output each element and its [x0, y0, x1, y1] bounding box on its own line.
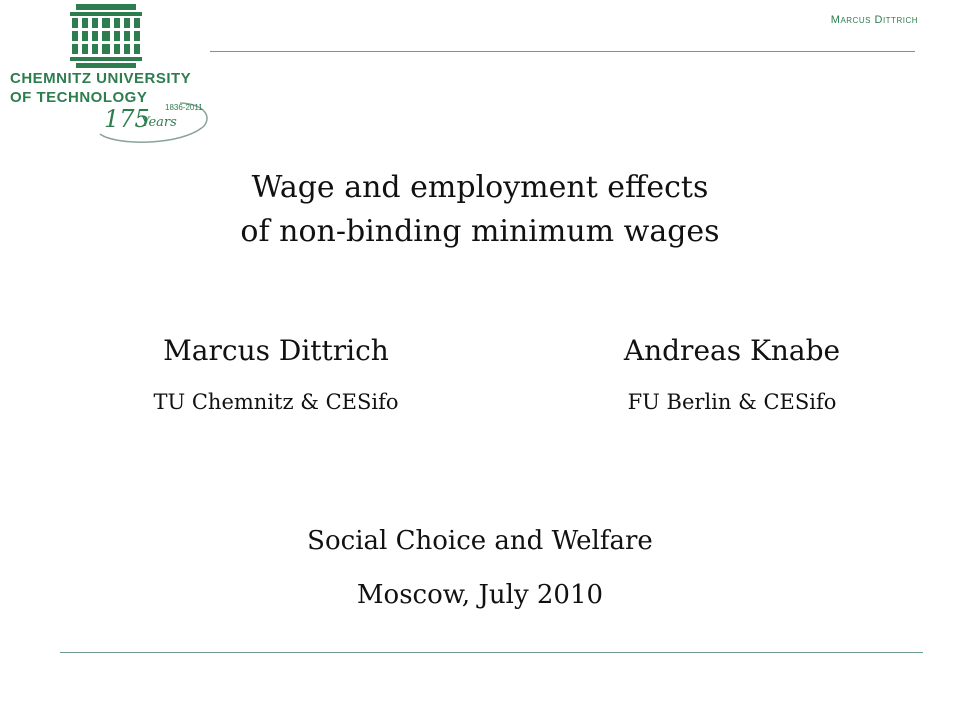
author-block-2 [552, 333, 912, 417]
event-name: Social Choice and Welfare [307, 526, 653, 556]
bottom-divider [60, 652, 923, 653]
event-place-date: Moscow, July 2010 [356, 580, 604, 610]
anniversary-range: 1836-2011 [165, 103, 203, 112]
top-divider [210, 51, 915, 52]
author-affiliation: FU Berlin & CESifo [627, 390, 837, 414]
slide-title [0, 166, 960, 254]
title-line-1: Wage and employment effects [251, 170, 709, 205]
author-affiliation: TU Chemnitz & CESifo [153, 390, 399, 414]
anniversary-number: 175 [104, 105, 150, 133]
author-name: Marcus Dittrich [163, 334, 389, 367]
university-building-icon [66, 4, 146, 68]
author-block-1 [96, 333, 456, 417]
anniversary-word: Years [141, 115, 177, 130]
logo-technology-label: OF TECHNOLOGY [10, 89, 148, 106]
logo-university-name: CHEMNITZ UNIVERSITY [10, 70, 192, 87]
university-logo [10, 4, 210, 144]
title-line-2: of non-binding minimum wages [240, 214, 720, 249]
header-author: Marcus Dittrich [830, 14, 918, 26]
author-name: Andreas Knabe [623, 334, 841, 367]
